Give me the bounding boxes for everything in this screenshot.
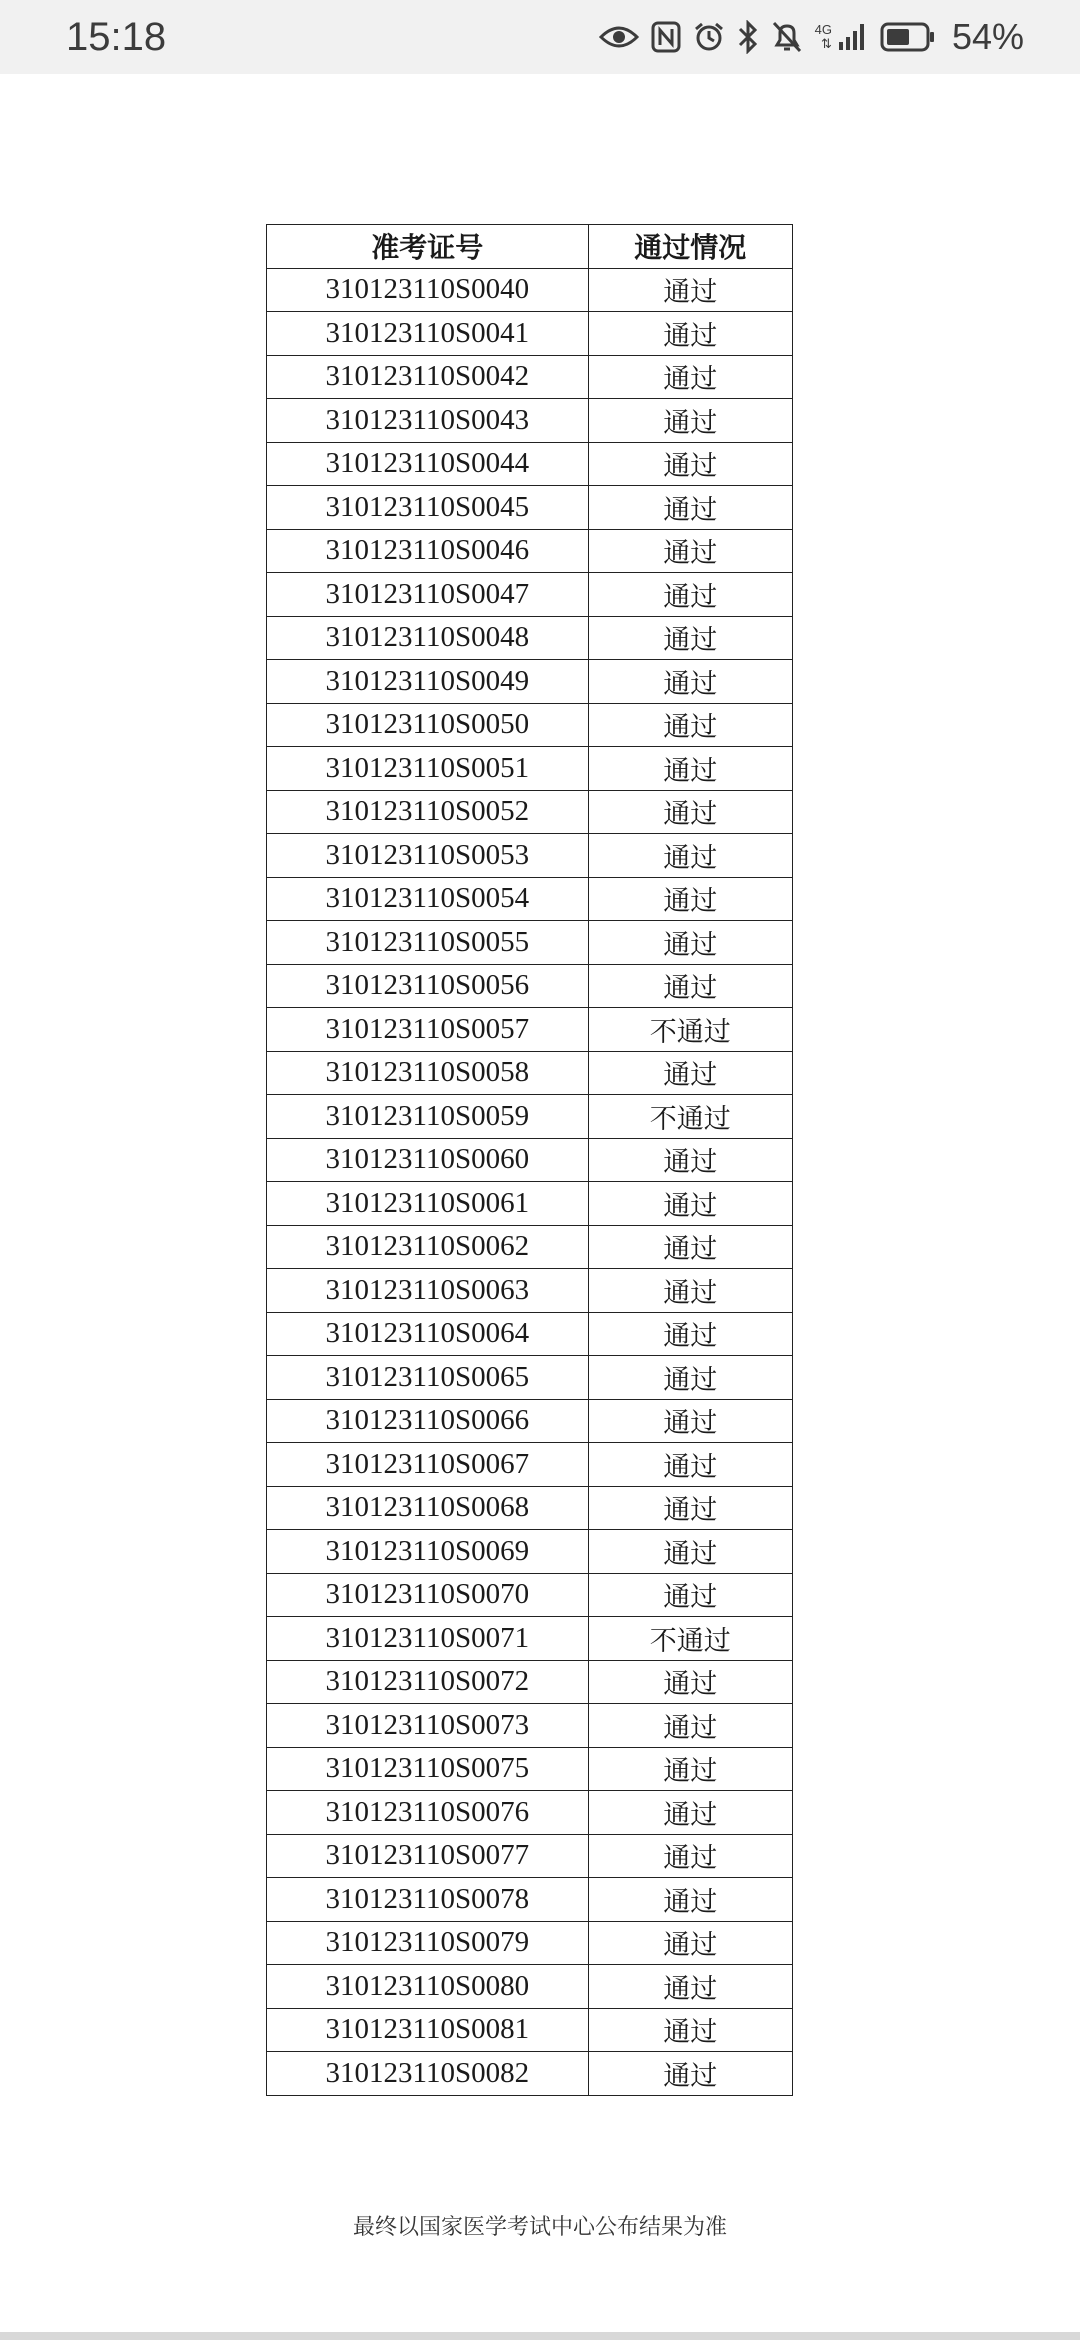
exam-number-cell: 310123110S0082 (267, 2052, 589, 2096)
exam-number-cell: 310123110S0077 (267, 1834, 589, 1878)
pass-status-cell: 通过 (588, 747, 792, 791)
table-row (267, 964, 793, 1008)
pass-status-cell: 通过 (588, 1704, 792, 1748)
pass-status-cell: 通过 (588, 1921, 792, 1965)
pass-status-cell: 通过 (588, 1791, 792, 1835)
pass-status-cell: 通过 (588, 1269, 792, 1313)
battery-percentage: 54% (951, 16, 1024, 57)
pass-status-cell: 通过 (588, 877, 792, 921)
exam-number-cell: 310123110S0045 (267, 486, 589, 530)
table-row (267, 1573, 793, 1617)
table-row (267, 1182, 793, 1226)
table-row (267, 1269, 793, 1313)
alarm-icon (693, 21, 725, 53)
pass-status-cell: 通过 (588, 573, 792, 617)
pass-status-cell: 通过 (588, 1530, 792, 1574)
table-row (267, 1921, 793, 1965)
results-table (266, 224, 793, 2096)
status-bar (0, 0, 1080, 74)
table-row (267, 268, 793, 312)
exam-number-cell: 310123110S0081 (267, 2008, 589, 2052)
pass-status-cell: 通过 (588, 703, 792, 747)
pass-status-cell: 通过 (588, 529, 792, 573)
table-row (267, 1704, 793, 1748)
exam-number-cell: 310123110S0049 (267, 660, 589, 704)
table-row (267, 2008, 793, 2052)
pass-status-cell: 不通过 (588, 1008, 792, 1052)
network-type (815, 23, 832, 51)
table-row (267, 747, 793, 791)
table-row (267, 1008, 793, 1052)
pass-status-cell: 通过 (588, 616, 792, 660)
footnote: 最终以国家医学考试中心公布结果为准 (352, 2215, 727, 2240)
exam-number-cell: 310123110S0042 (267, 355, 589, 399)
pass-status-cell: 通过 (588, 355, 792, 399)
table-row (267, 660, 793, 704)
bottom-edge (0, 2332, 1080, 2340)
status-icons (599, 16, 1024, 58)
table-row (267, 1443, 793, 1487)
table-row (267, 1617, 793, 1661)
table-row (267, 1312, 793, 1356)
exam-number-cell: 310123110S0064 (267, 1312, 589, 1356)
exam-number-cell: 310123110S0051 (267, 747, 589, 791)
exam-number-cell: 310123110S0066 (267, 1399, 589, 1443)
pass-status-cell: 通过 (588, 1225, 792, 1269)
pass-status-cell: 通过 (588, 1878, 792, 1922)
table-row (267, 1225, 793, 1269)
mute-icon (771, 20, 803, 54)
exam-number-cell: 310123110S0048 (267, 616, 589, 660)
pass-status-cell: 通过 (588, 399, 792, 443)
exam-number-cell: 310123110S0044 (267, 442, 589, 486)
exam-number-cell: 310123110S0062 (267, 1225, 589, 1269)
pass-status-cell: 通过 (588, 1486, 792, 1530)
table-row (267, 1095, 793, 1139)
exam-number-cell: 310123110S0043 (267, 399, 589, 443)
battery-icon (880, 21, 936, 53)
pass-status-cell: 通过 (588, 790, 792, 834)
table-row (267, 1791, 793, 1835)
table-row (267, 486, 793, 530)
exam-number-cell: 310123110S0069 (267, 1530, 589, 1574)
pass-status-cell: 通过 (588, 660, 792, 704)
exam-number-cell: 310123110S0046 (267, 529, 589, 573)
table-row (267, 442, 793, 486)
table-row (267, 312, 793, 356)
pass-status-cell: 不通过 (588, 1095, 792, 1139)
table-row (267, 790, 793, 834)
exam-number-cell: 310123110S0067 (267, 1443, 589, 1487)
table-row (267, 1878, 793, 1922)
exam-number-cell: 310123110S0059 (267, 1095, 589, 1139)
exam-number-cell: 310123110S0060 (267, 1138, 589, 1182)
pass-status-cell: 通过 (588, 486, 792, 530)
table-row (267, 1747, 793, 1791)
exam-number-cell: 310123110S0080 (267, 1965, 589, 2009)
pass-status-cell: 通过 (588, 1312, 792, 1356)
pass-status-cell: 通过 (588, 2052, 792, 2096)
table-row (267, 703, 793, 747)
pass-status-cell: 通过 (588, 1051, 792, 1095)
table-row (267, 399, 793, 443)
exam-number-cell: 310123110S0054 (267, 877, 589, 921)
eye-icon (599, 23, 639, 51)
pass-status-cell: 通过 (588, 442, 792, 486)
pass-status-cell: 通过 (588, 1660, 792, 1704)
pass-status-cell: 通过 (588, 1356, 792, 1400)
header-pass-status: 通过情况 (588, 225, 792, 269)
table-row (267, 921, 793, 965)
table-row (267, 1051, 793, 1095)
pass-status-cell: 通过 (588, 1399, 792, 1443)
exam-number-cell: 310123110S0075 (267, 1747, 589, 1791)
exam-number-cell: 310123110S0058 (267, 1051, 589, 1095)
table-body (267, 268, 793, 2095)
exam-number-cell: 310123110S0071 (267, 1617, 589, 1661)
exam-number-cell: 310123110S0041 (267, 312, 589, 356)
exam-number-cell: 310123110S0053 (267, 834, 589, 878)
table-row (267, 1965, 793, 2009)
table-header-row (267, 225, 793, 269)
pass-status-cell: 通过 (588, 834, 792, 878)
pass-status-cell: 通过 (588, 312, 792, 356)
exam-number-cell: 310123110S0076 (267, 1791, 589, 1835)
table-row (267, 2052, 793, 2096)
bluetooth-icon (737, 20, 759, 54)
exam-number-cell: 310123110S0040 (267, 268, 589, 312)
data-arrows-icon: ⇅ (821, 36, 832, 51)
pass-status-cell: 通过 (588, 921, 792, 965)
pass-status-cell: 通过 (588, 964, 792, 1008)
table-row (267, 1660, 793, 1704)
exam-number-cell: 310123110S0047 (267, 573, 589, 617)
exam-number-cell: 310123110S0052 (267, 790, 589, 834)
table-row (267, 616, 793, 660)
exam-number-cell: 310123110S0072 (267, 1660, 589, 1704)
table-row (267, 1834, 793, 1878)
exam-number-cell: 310123110S0057 (267, 1008, 589, 1052)
pass-status-cell: 通过 (588, 1747, 792, 1791)
table-row (267, 1138, 793, 1182)
network-label: 4G (814, 22, 832, 37)
pass-status-cell: 通过 (588, 1965, 792, 2009)
nfc-icon (651, 21, 681, 53)
pass-status-cell: 通过 (588, 1182, 792, 1226)
header-exam-number: 准考证号 (267, 225, 589, 269)
exam-number-cell: 310123110S0056 (267, 964, 589, 1008)
exam-number-cell: 310123110S0063 (267, 1269, 589, 1313)
exam-number-cell: 310123110S0079 (267, 1921, 589, 1965)
pass-status-cell: 通过 (588, 1138, 792, 1182)
signal-icon (838, 22, 868, 52)
exam-number-cell: 310123110S0070 (267, 1573, 589, 1617)
pass-status-cell: 通过 (588, 1443, 792, 1487)
table-row (267, 1486, 793, 1530)
table-row (267, 877, 793, 921)
pass-status-cell: 通过 (588, 1834, 792, 1878)
table-row (267, 573, 793, 617)
exam-number-cell: 310123110S0065 (267, 1356, 589, 1400)
table-row (267, 1356, 793, 1400)
table-row (267, 529, 793, 573)
table-row (267, 1530, 793, 1574)
pass-status-cell: 通过 (588, 1573, 792, 1617)
status-time: 15:18 (66, 15, 167, 59)
exam-number-cell: 310123110S0050 (267, 703, 589, 747)
document-view[interactable] (0, 74, 1080, 2340)
exam-number-cell: 310123110S0061 (267, 1182, 589, 1226)
pass-status-cell: 通过 (588, 268, 792, 312)
table-row (267, 834, 793, 878)
exam-number-cell: 310123110S0078 (267, 1878, 589, 1922)
pass-status-cell: 不通过 (588, 1617, 792, 1661)
pass-status-cell: 通过 (588, 2008, 792, 2052)
table-row (267, 1399, 793, 1443)
exam-number-cell: 310123110S0055 (267, 921, 589, 965)
exam-number-cell: 310123110S0068 (267, 1486, 589, 1530)
table-row (267, 355, 793, 399)
exam-number-cell: 310123110S0073 (267, 1704, 589, 1748)
